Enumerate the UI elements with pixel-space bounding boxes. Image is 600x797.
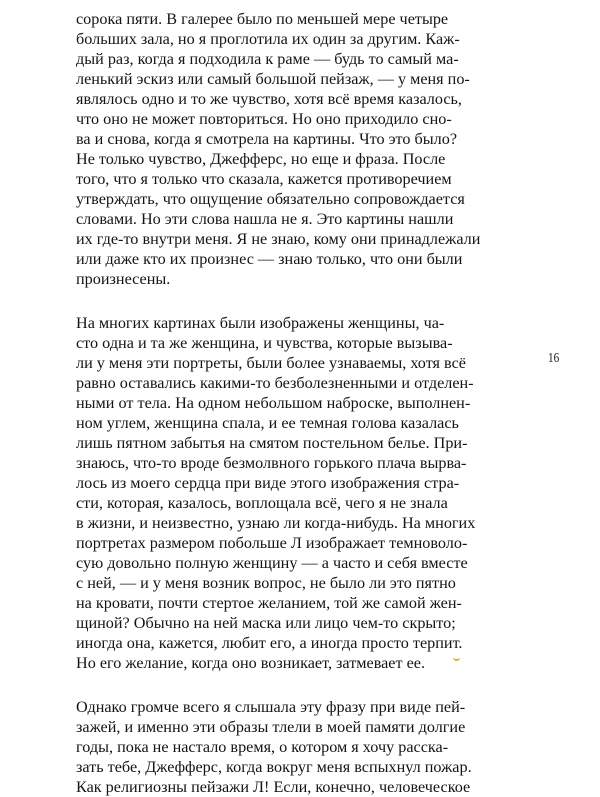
text-line: или даже кто их произнес — знаю только, что они были	[76, 250, 463, 268]
paragraph-gap	[76, 289, 488, 313]
text-line: что оно не может повториться. Но оно приходило сно-	[76, 110, 452, 128]
text-line: лось из моего сердца при виде этого изображения стра-	[76, 474, 460, 492]
paragraph-1	[76, 9, 488, 289]
text-line: зажей, и именно эти образы тлели в моей памяти долгие	[76, 718, 466, 736]
text-line: являлось одно и то же чувство, хотя всё время казалось,	[76, 90, 462, 108]
text-line: щиной? Обычно на ней маска или лицо чем-то скрыто;	[76, 614, 456, 632]
text-line: утверждать, что ощущение обязательно сопровождается	[76, 190, 465, 208]
text-line: произнесены.	[76, 270, 171, 288]
text-line: годы, пока не настало время, о котором я хочу расска-	[76, 738, 449, 756]
text-line: ными от тела. На одном небольшом наброске, выполнен-	[76, 394, 471, 412]
text-line: На многих картинах были изображены женщины, ча-	[76, 314, 445, 332]
text-line: ленький эскиз или самый большой пейзаж, — у меня по-	[76, 70, 470, 88]
text-line: больших зала, но я проглотила их один за другим. Каж-	[76, 30, 460, 48]
text-line: Как религиозны пейзажи Л! Если, конечно, человеческое	[76, 778, 471, 796]
text-line: лишь пятном забытья на смятом постельном белье. При-	[76, 434, 468, 452]
text-line: ном углем, женщина спала, и ее темная голова казалась	[76, 414, 459, 432]
text-line: того, что я только что сказала, кажется противоречием	[76, 170, 452, 188]
text-line: зать тебе, Джефферс, когда вокруг меня вспыхнул пожар.	[76, 758, 472, 776]
text-line: с ней, — и у меня возник вопрос, не было ли это пятно	[76, 574, 456, 592]
text-line: ва и снова, когда я смотрела на картины. Что это было?	[76, 130, 458, 148]
text-line: равно оставались какими-то безболезненными и отделен-	[76, 374, 474, 392]
paragraph-2	[76, 313, 488, 673]
page-number: 16	[548, 351, 560, 366]
text-line: иногда она, кажется, любит его, а иногда просто терпит.	[76, 634, 463, 652]
text-line: сто одна и та же женщина, и чувства, которые вызыва-	[76, 334, 453, 352]
text-column	[76, 9, 488, 797]
text-line: сую довольно полную женщину — а часто и себя вместе	[76, 554, 468, 572]
text-line: дый раз, когда я подходила к раме — будь то самый ма-	[76, 50, 459, 68]
text-line: словами. Но эти слова нашла не я. Это картины нашли	[76, 210, 454, 228]
paragraph-gap	[76, 673, 488, 697]
text-line: Не только чувство, Джефферс, но еще и фраза. После	[76, 150, 446, 168]
text-line: сорока пяти. В галерее было по меньшей мере четыре	[76, 10, 449, 28]
text-line: портретах размером побольше Л изображает темноволо-	[76, 534, 468, 552]
paragraph-3	[76, 697, 488, 797]
text-line: Однако громче всего я слышала эту фразу при виде пей-	[76, 698, 466, 716]
text-line: их где-то внутри меня. Я не знаю, кому они принадлежали	[76, 230, 481, 248]
text-line: ли у меня эти портреты, были более узнаваемы, хотя всё	[76, 354, 466, 372]
text-line: знаюсь, что-то вроде безмолвного горького плача вырва-	[76, 454, 467, 472]
text-line: сти, которая, казалось, воплощала всё, чего я не знала	[76, 494, 448, 512]
text-line: на кровати, почти стертое желанием, той же самой жен-	[76, 594, 462, 612]
text-line: в жизни, и неизвестно, узнаю ли когда-нибудь. На многих	[76, 514, 476, 532]
text-line: Но его желание, когда оно возникает, затмевает ее.	[76, 654, 426, 672]
